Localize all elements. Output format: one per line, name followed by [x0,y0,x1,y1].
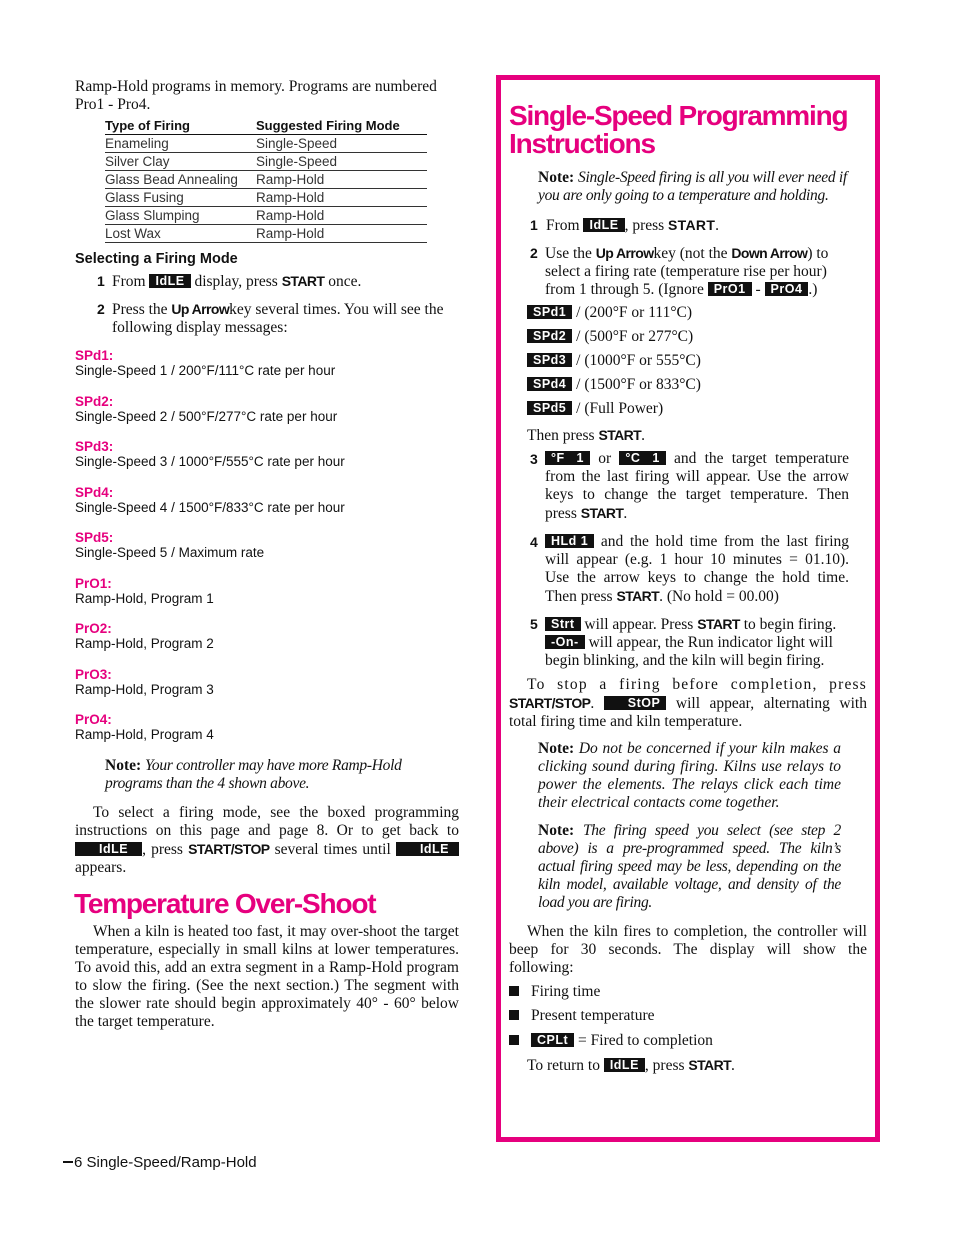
speed-text: / (200°F or 111°C) [576,304,693,321]
lcd-stop: StOP [604,696,667,710]
note-label: Note: [538,822,575,839]
lcd-idle: IdLE [396,842,459,856]
display-message [75,348,460,394]
step-number: 1 [530,217,538,233]
intro-text: Ramp-Hold programs in memory. Programs are numbered Pro1 - Pro4. [75,78,437,113]
table-cell: Lost Wax [105,225,256,243]
page-footer [63,1154,257,1171]
bullet-item [509,1007,849,1032]
step-text: will appear. Press [584,616,694,633]
start-key: START [281,273,325,289]
step-text: Press the [112,301,168,318]
programming-instructions-box [496,75,880,1142]
square-bullet-icon [509,1010,519,1020]
lcd-strt: Strt [545,617,581,631]
display-message [75,667,460,712]
left-note [105,757,435,793]
speed-option [527,328,847,352]
overshoot-paragraph: When a kiln is heated too fast, it may over-shoot the target temperature, especially in small kilns at lower temperatures. To avoid this, add an extra segment in a Ramp-Hold program to slow the firing. (See the next section.) The segment with the slower rate should begin approximately 40° - 60° below the target temperature. [75,923,459,1030]
step-number: 2 [97,301,105,317]
speed-text: / (1000°F or 555°C) [576,352,701,369]
display-description: Single-Speed 3 / 1000°F/555°C rate per hour [75,454,345,469]
lcd-idle: IdLE [604,1058,645,1072]
note-label: Note: [538,740,575,757]
table-cell: Glass Bead Annealing [105,171,256,189]
bullet-text: Firing time [531,983,601,1000]
table-cell: Ramp-Hold [256,225,427,243]
start-key: START [616,588,660,604]
speed-text: / (Full Power) [576,400,664,417]
table-cell: Ramp-Hold [256,171,427,189]
left-step-2 [75,300,460,337]
step-text: will appear, the Run indicator light will begin blinking, and the kiln will begin firing. [545,634,833,669]
display-message [75,530,460,576]
table-row [105,135,427,153]
display-label: SPd4: [75,485,114,500]
display-label: PrO2: [75,621,112,636]
step-text: key (not the [653,245,728,262]
display-label: SPd2: [75,394,114,409]
table-cell: Silver Clay [105,153,256,171]
box-step-4 [509,533,849,606]
lcd-idle: IdLE [583,218,624,232]
step-text: once. [328,273,362,290]
firing-mode-table [105,118,427,243]
step-text: Use the [545,245,592,262]
display-message [75,439,460,485]
step-text: . (No hold = 00.00) [659,588,779,605]
note-label: Note: [105,757,142,774]
square-bullet-icon [509,1035,519,1045]
table-cell: Ramp-Hold [256,207,427,225]
step-text: - [755,281,761,298]
start-key: START [688,1057,732,1073]
down-arrow-key: Down Arrow [731,245,808,261]
display-description: Single-Speed 5 / Maximum rate [75,545,265,560]
display-label: PrO1: [75,576,112,591]
note-label: Note: [538,169,575,186]
speed-option [527,304,847,328]
paragraph-text: , press [142,841,183,858]
display-description: Single-Speed 4 / 1500°F/833°C rate per hour [75,500,345,515]
lcd-cplt: CPLt [531,1033,574,1047]
display-description: Ramp-Hold, Program 2 [75,636,214,651]
table-cell: Single-Speed [256,135,427,153]
step-number: 3 [530,451,538,467]
then-press-text: . [641,427,645,444]
bullet-item [509,983,849,1007]
table-row [105,225,427,243]
table-header-mode: Suggested Firing Mode [256,118,427,135]
lcd-spd: SPd1 [527,305,572,319]
lcd-pro4: PrO4 [765,282,809,296]
start-stop-key: START/STOP [188,841,270,857]
display-label: SPd1: [75,348,114,363]
select-paragraph [75,804,459,877]
speed-text: / (500°F or 277°C) [576,328,694,345]
lcd-pro1: PrO1 [708,282,752,296]
box-step-2 [509,244,849,299]
start-key: START [580,505,624,521]
step-text: ) to select a firing rate (temperature rise per hour) from 1 through 5. (Ignore [545,245,829,298]
table-cell: Glass Fusing [105,189,256,207]
step-text: .) [808,281,818,298]
then-press-line [527,426,645,445]
step-text: , press [624,217,665,234]
square-bullet-icon [509,986,519,996]
step-text: key several times. You will see the following display messages: [112,301,444,336]
step-text: to begin firing. [743,616,837,633]
table-cell: Enameling [105,135,256,153]
return-text: , press [644,1057,685,1074]
lcd-spd: SPd5 [527,401,572,415]
display-description: Single-Speed 2 / 500°F/277°C rate per hour [75,409,338,424]
step-text: . [623,505,628,522]
step-text: . [715,217,720,234]
lcd-idle: IdLE [75,842,142,856]
display-label: SPd3: [75,439,114,454]
bullet-text: Present temperature [531,1007,655,1024]
display-label: PrO3: [75,667,112,682]
step-number: 2 [530,245,538,261]
lcd-spd: SPd2 [527,329,572,343]
step-text: and the target temperature from the last firing will appear. Use the arrow keys to change the target temperature. Then press [545,450,849,522]
box-heading: Single-Speed Programming Instructions [509,100,848,159]
lcd-spd: SPd3 [527,353,572,367]
box-step-1 [509,216,849,235]
paragraph-text: appears. [75,859,127,876]
box-step-5 [509,615,849,670]
lcd-on: -On- [545,635,585,649]
step-text: or [598,450,612,467]
lcd-deg-f: °F 1 [545,451,590,465]
start-key: START [668,217,716,233]
display-description: Ramp-Hold, Program 4 [75,727,214,742]
paragraph-text: . [590,695,595,712]
bullet-item [509,1032,849,1056]
box-step-3 [509,450,849,523]
step-number: 1 [97,273,105,289]
start-stop-key: START/STOP [509,695,591,711]
table-header-type: Type of Firing [105,118,256,135]
lcd-deg-c: °C 1 [619,451,665,465]
lcd-hold: HLd 1 [545,534,594,548]
box-note-2 [538,740,841,812]
step-number: 4 [530,534,538,550]
then-press-text: Then press [527,427,595,444]
step-number: 5 [530,616,538,632]
table-row [105,153,427,171]
note-text: Your controller may have more Ramp-Hold programs than the 4 shown above. [105,757,402,792]
paragraph-text: To select a firing mode, see the boxed programming instructions on this page and page 8. Or to get back to [75,804,459,839]
start-key: START [697,616,740,632]
up-arrow-key: Up Arrow [595,245,654,261]
note-text: The firing speed you select (see step 2 above) is a pre-programmed speed. The kiln’s actual firing speed may be less, depending on the kiln model, available voltage, and density of the load you are firing. [538,822,841,911]
display-description: Ramp-Hold, Program 1 [75,591,214,606]
display-label: SPd5: [75,530,114,545]
paragraph-text: several times until [274,841,391,858]
return-line [527,1056,735,1075]
step-text: From [546,217,580,234]
display-message [75,485,460,530]
box-note-1 [538,169,848,205]
table-row [105,189,427,207]
display-messages-list [75,348,460,757]
table-row [105,207,427,225]
speed-options-list [527,304,847,424]
step-text: display, press [194,273,278,290]
speed-option [527,352,847,376]
completion-bullets [509,983,849,1056]
box-note-3 [538,822,841,912]
step-text: and the hold time from the last firing will appear (e.g. 1 hour 10 minutes = 01.10). Use the arrow keys to change the hold time. Then press [545,533,850,605]
footer-text: 6 Single-Speed/Ramp-Hold [74,1154,257,1171]
note-text: Single-Speed firing is all you will ever need if you are only going to a temperature and holding. [538,169,847,204]
table-cell: Ramp-Hold [256,189,427,207]
table-cell: Glass Slumping [105,207,256,225]
table-row [105,171,427,189]
display-label: PrO4: [75,712,112,727]
stop-paragraph [509,676,867,731]
note-text: Do not be concerned if your kiln makes a clicking sound during firing. Kilns use relays to power the elements. The relays click each time their electrical contacts come together. [538,740,841,811]
overshoot-heading: Temperature Over-Shoot [74,888,376,919]
paragraph-text: To stop a firing before completion, press [527,676,867,693]
table-cell: Single-Speed [256,153,427,171]
bullet-text: = Fired to completion [578,1032,713,1049]
display-message [75,394,460,439]
speed-option [527,376,847,400]
lcd-spd: SPd4 [527,377,572,391]
display-description: Ramp-Hold, Program 3 [75,682,214,697]
up-arrow-key: Up Arrow [171,301,230,317]
display-description: Single-Speed 1 / 200°F/111°C rate per hour [75,363,336,378]
step-text: From [112,273,146,290]
completion-paragraph: When the kiln fires to completion, the controller will beep for 30 seconds. The display will show the following: [509,923,867,976]
left-step-1 [75,272,460,291]
speed-option [527,400,847,424]
display-message [75,621,460,667]
paragraph-text: will appear, alternating with total firing time and kiln temperature. [509,695,867,730]
start-key: START [598,427,642,443]
selecting-heading: Selecting a Firing Mode [75,251,238,267]
lcd-idle: IdLE [149,274,190,288]
return-text: To return to [527,1057,600,1074]
footer-dash [63,1161,73,1163]
display-message [75,576,460,621]
display-message [75,712,460,757]
return-text: . [731,1057,735,1074]
speed-text: / (1500°F or 833°C) [576,376,701,393]
